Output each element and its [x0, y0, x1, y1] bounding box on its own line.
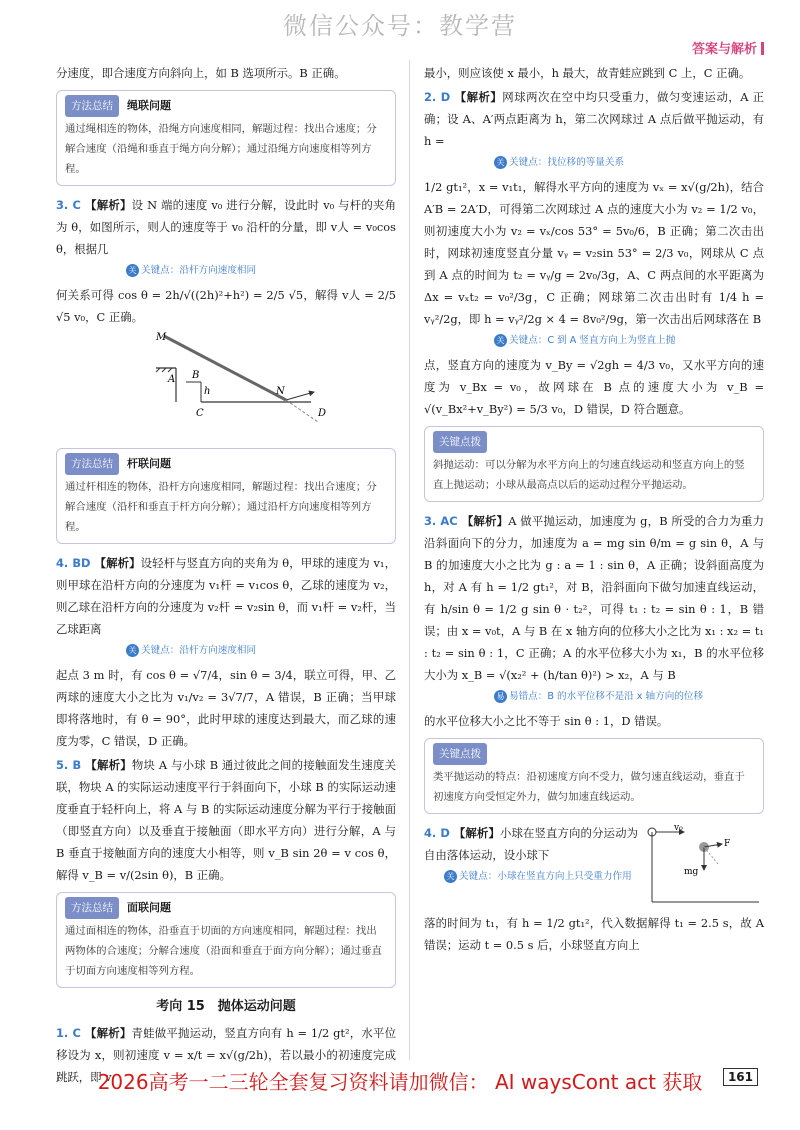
method-head [65, 95, 387, 117]
key-icon: 易 [494, 690, 507, 703]
question-number: 3. AC [424, 514, 458, 528]
question-4-text-block [424, 822, 638, 912]
label-f: F [724, 839, 731, 849]
analysis-tag: 【解析】 [85, 758, 132, 772]
method-title: 绳联问题 [127, 99, 171, 112]
method-box-surface [56, 892, 396, 988]
method-title: 杆联问题 [127, 457, 171, 470]
method-badge: 关键点拨 [433, 431, 487, 453]
key-icon: 关 [494, 156, 507, 169]
question-number: 4. D [424, 826, 450, 840]
page-number: 161 [723, 1068, 758, 1086]
question-text-cont: 何关系可得 cos θ = 2h/√((2h)²+h²) = 2/5 √5，解得 v人 = 2/5 √5 v₀，C 正确。 [56, 288, 396, 324]
method-badge: 关键点拨 [433, 743, 487, 765]
method-text: 通过绳相连的物体，沿绳方向速度相同，解题过程：找出合速度；分解合速度（沿绳和垂直于绳方向分解）；通过沿绳方向速度相等列方程。 [65, 123, 377, 175]
analysis-tag: 【解析】 [453, 826, 500, 840]
svg-text:D: D [318, 408, 327, 419]
method-badge: 方法总结 [65, 95, 119, 117]
question-text: 物块 A 与小球 B 通过彼此之间的接触面发生速度关联，物块 A 的实际运动速度平行于斜面向下，小球 B 的实际运动速度垂直于轻杆向上，将 A 与 B 的实际运动速度分解为平行于接触面（即竖直方向）以及垂直于接触面（即水平方向）进行分解，A 与 B 垂直于接触面方向的速度大小相等，则 v_B sin 2θ = v cos θ，解得 v_B = v/(2sin θ)，B 正确。 [56, 758, 396, 882]
label-mg: mg [684, 867, 699, 877]
question-text: 小球在竖直方向的分运动为自由落体运动，设小球下 [424, 826, 638, 862]
question-3 [56, 194, 396, 260]
section-tag-label: 答案与解析 [691, 42, 757, 57]
question-4 [56, 552, 396, 640]
question-3-right [424, 510, 764, 686]
question-text-cont: 的水平位移大小之比不等于 sin θ : 1，D 错误。 [424, 714, 669, 728]
question-number: 5. B [56, 758, 82, 772]
method-head [433, 431, 755, 453]
key-icon: 关 [126, 264, 139, 277]
key-icon: 关 [494, 334, 507, 347]
left-intro: 分速度，即合速度方向斜向上，如 B 选项所示。B 正确。 [56, 66, 346, 80]
key-note [444, 866, 638, 888]
method-box-rod [56, 448, 396, 544]
method-text: 斜抛运动：可以分解为水平方向上的匀速直线运动和竖直方向上的竖直上抛运动；小球从最高点以后的运动过程分平抛运动。 [433, 459, 745, 491]
svg-text:B: B [192, 370, 200, 381]
watermark-title: 微信公众号：教学营 [283, 12, 517, 40]
analysis-tag: 【解析】 [454, 90, 503, 104]
key-note [494, 330, 764, 352]
key-note-text: 关键点：C 到 A 竖直方向上为竖直上抛 [509, 335, 676, 346]
method-head [65, 453, 387, 475]
question-number: 3. C [56, 198, 81, 212]
question-4-row [424, 822, 764, 912]
key-note-text: 关键点：找位移的等量关系 [509, 157, 625, 168]
section-tag [692, 38, 764, 57]
rod-diagram-svg [56, 332, 396, 442]
question-text: A 做平抛运动，加速度为 g，B 所受的合力为重力沿斜面向下的分力，加速度为 a = mg sin θ/m = g sin θ，A 与 B 的加速度大小之比为 g : a = 1 : sin θ，A 正确；设斜面高度为 h，对 A 有 h = 1/2 gt₁²，对 B，沿斜面向下做匀加速直线运动，有 h/sin θ = 1/2 g sin θ · t₂²，可得 t₁ : t₂ = sin θ : 1，B 错误；由 x = v₀t，A 与 B 在 x 轴方向的位移大小之比为 x₁ : x₂ = t₁ : t₂ = sin θ : 1，C 正确；A 的水平位移大小为 x₁，B 的水平位移大小为 x_B = √(x₂² + (h/tan θ)²) > x₂，A 与 B [424, 514, 764, 682]
key-icon: 关 [126, 644, 139, 657]
analysis-tag: 【解析】 [461, 514, 509, 528]
key-note-text: 关键点：沿杆方向速度相同 [141, 265, 257, 276]
key-note-text: 易错点：B 的水平位移不是沿 x 轴方向的位移 [509, 691, 704, 702]
key-note [126, 260, 396, 282]
question-text-cont: 点，竖直方向的速度为 v_By = √2gh = 4/3 v₀，又水平方向的速度为 v_Bx = v₀，故网球在 B 点的速度大小为 v_B = √(v_Bx²+v_By²) = 5/3 v₀，D 错误，D 符合题意。 [424, 358, 764, 416]
key-note-text: 关键点：小球在竖直方向上只受重力作用 [459, 871, 632, 882]
section-tag-bar [761, 42, 764, 55]
question-text: 设 N 端的速度 v₀ 进行分解，设此时 v₀ 与杆的夹角为 θ，如图所示，则人的速度等于 v₀ 沿杆的分量，即 v人 = v₀cos θ，根据几 [56, 198, 396, 256]
method-head [433, 743, 755, 765]
key-point-box [424, 738, 764, 814]
key-note-text: 关键点：沿杆方向速度相同 [141, 645, 257, 656]
section-title: 考向 15 抛体运动问题 [156, 999, 296, 1014]
column-divider [409, 60, 410, 1060]
method-text: 类平抛运动的特点：沿初速度方向不受力，做匀速直线运动，垂直于初速度方向受恒定外力，做匀加速直线运动。 [433, 771, 745, 803]
right-column [424, 62, 764, 958]
label-v0: v₀ [674, 823, 683, 833]
method-text: 通过杆相连的物体，沿杆方向速度相同，解题过程：找出合速度；分解合速度（沿杆和垂直于杆方向分解）；通过沿杆方向速度相等列方程。 [65, 481, 377, 533]
svg-text:h: h [204, 386, 211, 397]
question-5 [56, 754, 396, 886]
method-box-rope [56, 90, 396, 186]
key-note [126, 640, 396, 662]
analysis-tag: 【解析】 [84, 1026, 132, 1040]
svg-text:A: A [168, 374, 176, 385]
right-intro: 最小，则应该使 x 最小，h 最大，故青蛙应跳到 C 上，C 正确。 [424, 66, 751, 80]
question-text: 网球两次在空中均只受重力，做匀变速运动，A 正确；设 A、A′两点距离为 h，第二次网球过 A 点后做平抛运动，有 h = [424, 90, 764, 148]
question-text: 青蛙做平抛运动，竖直方向有 h = 1/2 gt²，水平位移设为 x，则初速度 v = x/t = x√(g/2h)，若以最小的初速度完成跳跃，即 v [56, 1026, 396, 1084]
key-icon: 关 [444, 870, 457, 883]
method-text: 通过面相连的物体，沿垂直于切面的方向速度相同，解题过程：找出两物体的合速度；分解合速度（沿面和垂直于面方向分解）；通过垂直于切面方向速度相等列方程。 [65, 925, 382, 977]
question-4-right [424, 822, 638, 866]
question-number: 4. BD [56, 556, 91, 570]
question-text-cont: 落的时间为 t₁，有 h = 1/2 gt₁²，代入数据解得 t₁ = 2.5 s，故 A 错误；运动 t = 0.5 s 后，小球竖直方向上 [424, 916, 764, 952]
key-note [494, 686, 764, 708]
question-number: 1. C [56, 1026, 81, 1040]
analysis-tag: 【解析】 [84, 198, 132, 212]
method-title: 面联问题 [127, 901, 171, 914]
key-note [494, 152, 764, 174]
question-text-cont: 1/2 gt₁²，x = v₁t₁，解得水平方向的速度为 vₓ = x√(g/2h)，结合 A′B = 2A′D，可得第二次网球过 A 点的速度大小为 v₂ = 1/2 v₀，则初速度大小为 v₂ = vₓ/cos 53° = 5v₀/6，B 正确；第二次击出时，网球初速度竖直分量 vᵧ = v₂sin 53° = 2/3 v₀，网球从 C 点到 A 点的时间为 t₂ = vᵧ/g = 2v₀/3g，A、C 两点间的水平距离为 Δx = vₓt₂ = v₀²/3g，C 正确；网球第二次击出时有 1/4 h = vᵧ²/2g，即 h = vᵧ²/2g × 4 = 8v₀²/9g，第一次击出后网球落在 B [424, 180, 764, 326]
svg-text:N: N [276, 386, 285, 397]
left-column [56, 62, 396, 1090]
promo-footer: 2026高考一二三轮全套复习资料请加微信： AI waysCont act 获取 [97, 1070, 703, 1094]
method-badge: 方法总结 [65, 897, 119, 919]
question-text: 设轻杆与竖直方向的夹角为 θ，甲球的速度为 v₁，则甲球在沿杆方向的分速度为 v₁杆 = v₁cos θ，乙球的速度为 v₂，则乙球在沿杆方向的分速度为 v₂杆 = v₂sin θ，而 v₁杆 = v₂杆，当乙球距离 [56, 556, 396, 636]
key-point-box [424, 426, 764, 502]
method-head [65, 897, 387, 919]
svg-text:C: C [196, 408, 204, 419]
question-2 [424, 86, 764, 152]
svg-text:M: M [156, 332, 167, 343]
rod-diagram [56, 332, 396, 442]
ball-diagram [644, 822, 764, 912]
analysis-tag: 【解析】 [94, 556, 141, 570]
question-number: 2. D [424, 90, 451, 104]
question-text-cont: 起点 3 m 时，有 cos θ = √7/4，sin θ = 3/4，联立可得，甲、乙两球的速度大小之比为 v₁/v₂ = 3√7/7，A 错误，B 正确；当甲球即将落地时，有 θ = 90°，此时甲球的速度达到最大，而乙球的速度为零，C 错误，D 正确。 [56, 668, 396, 748]
method-badge: 方法总结 [65, 453, 119, 475]
